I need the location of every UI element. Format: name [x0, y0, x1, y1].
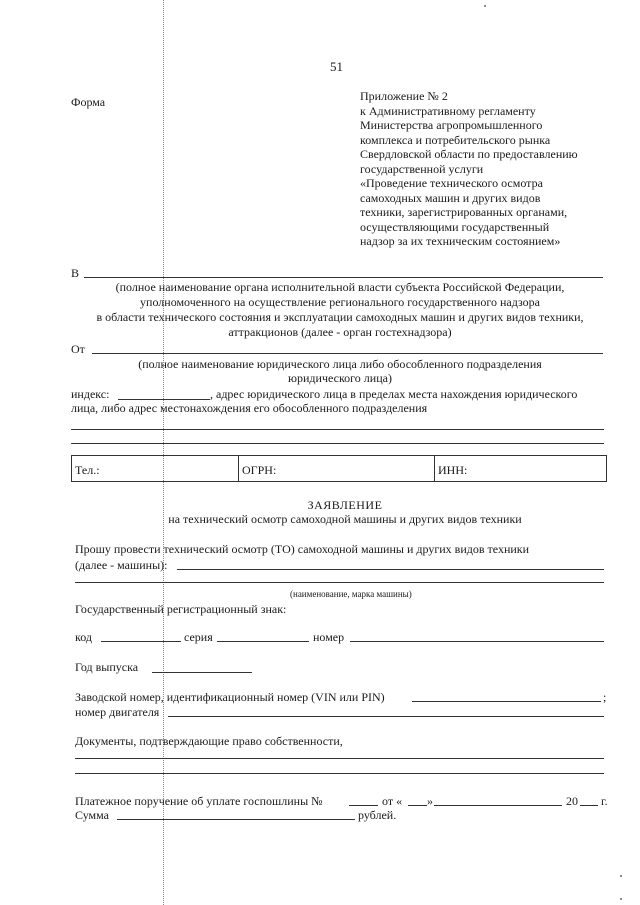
- series-field[interactable]: [217, 641, 309, 642]
- index-label: индекс:: [71, 387, 110, 401]
- cell-divider: [238, 456, 239, 481]
- addressee-hint: (полное наименование органа исполнительной власти субъекта Российской Федерации,: [115, 280, 565, 294]
- scan-speck: [484, 5, 486, 7]
- number-field[interactable]: [350, 641, 604, 642]
- contacts-table: [71, 455, 607, 482]
- payment-number-field[interactable]: [349, 805, 378, 806]
- year-label: Год выпуска: [75, 660, 139, 674]
- addressee-hint: в области технического состояния и эксплуатации самоходных машин и других видов техники,: [96, 310, 584, 324]
- addressee-prefix: В: [71, 266, 80, 280]
- document-title: ЗАЯВЛЕНИЕ: [307, 498, 383, 512]
- payment-year-field[interactable]: [580, 805, 598, 806]
- code-label: код: [75, 630, 92, 644]
- engine-field[interactable]: [168, 716, 604, 717]
- machine-hint: (наименование, марка машины): [290, 589, 412, 599]
- ogrn-label: ОГРН:: [242, 463, 277, 477]
- payment-from-label: от «: [382, 794, 403, 808]
- serial-field[interactable]: [412, 701, 601, 702]
- reg-sign-label: Государственный регистрационный знак:: [75, 602, 287, 616]
- page-number: 51: [330, 59, 343, 74]
- code-field[interactable]: [101, 641, 181, 642]
- appendix-line: надзор за их техническим состоянием»: [360, 234, 561, 248]
- address-field-2[interactable]: [71, 443, 604, 444]
- addressee-hint: аттракционов (далее - орган гостехнадзора): [228, 325, 452, 339]
- engine-label: номер двигателя: [75, 705, 160, 719]
- documents-field-1[interactable]: [75, 758, 604, 759]
- sum-label: Сумма: [75, 808, 109, 822]
- serial-semicolon: ;: [603, 690, 607, 704]
- appendix-line: Министерства агропромышленного: [360, 118, 543, 132]
- address-label: , адрес юридического лица в пределах места нахождения юридического: [210, 387, 578, 401]
- scan-speck: [620, 875, 622, 877]
- addressee-field[interactable]: [84, 277, 603, 278]
- sender-field[interactable]: [92, 353, 603, 354]
- appendix-line: самоходных машин и других видов: [360, 190, 541, 205]
- scan-speck: [620, 898, 622, 900]
- payment-day-field[interactable]: [408, 805, 427, 806]
- payment-year-suffix: г.: [601, 794, 608, 808]
- payment-century: 20: [566, 794, 578, 808]
- documents-field-2[interactable]: [75, 773, 604, 774]
- appendix-line: комплекса и потребительского рынка: [360, 132, 551, 147]
- documents-label: Документы, подтверждающие право собственности,: [75, 734, 343, 748]
- serial-label: Заводской номер, идентификационный номер (VIN или PIN): [75, 690, 385, 704]
- cell-divider: [434, 456, 435, 481]
- payment-close-quote: »: [427, 794, 433, 808]
- request-text: Прошу провести технический осмотр (ТО) самоходной машины и других видов техники: [75, 542, 530, 556]
- appendix-line: государственной услуги: [360, 161, 484, 176]
- request-text-cont: (далее - машины):: [75, 558, 168, 572]
- appendix-line: к Административному регламенту: [360, 103, 536, 118]
- sum-field[interactable]: [117, 819, 355, 820]
- index-field[interactable]: [118, 399, 210, 400]
- appendix-line: Приложение № 2: [360, 89, 448, 103]
- fold-line: [163, 0, 164, 905]
- appendix-line: техники, зарегистрированных органами,: [360, 205, 568, 219]
- appendix-line: осуществляющими государственный: [360, 219, 550, 234]
- machine-field-1[interactable]: [177, 569, 604, 570]
- document-subtitle: на технический осмотр самоходной машины и других видов техники: [168, 512, 522, 526]
- appendix-line: «Проведение технического осмотра: [360, 176, 543, 190]
- sender-prefix: От: [71, 342, 85, 356]
- sender-hint: (полное наименование юридического лица либо обособленного подразделения: [138, 357, 542, 371]
- series-label: серия: [184, 630, 213, 644]
- address-field-1[interactable]: [71, 429, 604, 430]
- form-label: Форма: [71, 95, 106, 109]
- number-label: номер: [313, 630, 345, 644]
- addressee-hint: уполномоченного на осуществление регионального государственного надзора: [140, 295, 540, 309]
- inn-label: ИНН:: [438, 463, 468, 477]
- payment-month-field[interactable]: [434, 805, 562, 806]
- payment-label: Платежное поручение об уплате госпошлины №: [75, 794, 323, 808]
- sender-hint: юридического лица): [288, 371, 392, 385]
- phone-label: Тел.:: [75, 463, 100, 477]
- machine-field-2[interactable]: [75, 582, 604, 583]
- address-label-cont: лица, либо адрес местонахождения его обособленного подразделения: [71, 401, 428, 415]
- currency-label: рублей.: [358, 808, 397, 822]
- appendix-line: Свердловской области по предоставлению: [360, 147, 578, 161]
- year-field[interactable]: [152, 672, 252, 673]
